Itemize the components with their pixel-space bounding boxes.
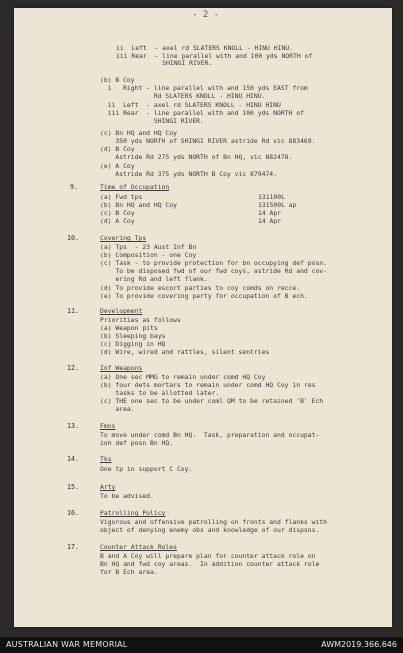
section-number: 9.	[70, 183, 78, 191]
time-value: 131100L	[258, 193, 285, 201]
text-line: (a) Weapon pits	[100, 324, 158, 332]
page-number: - 2 -	[192, 10, 220, 20]
section-number: 15.	[67, 483, 79, 491]
text-line: (a) One sec MMG to remain under comd HQ Coy	[100, 373, 266, 381]
text-line: SHINGI RIVER.	[116, 59, 213, 67]
text-line: (b) Sleeping bays	[100, 332, 166, 340]
text-line: (c) THE one sec to be under coml QM to be retained 'B' Ech	[100, 397, 324, 405]
archive-reference: AWM2019.366.646	[321, 640, 397, 649]
text-line: Bn HQ and fwd coy areas. In addition counter attack role	[100, 560, 320, 568]
text-line: To be advised.	[100, 492, 154, 500]
archive-footer	[0, 637, 403, 653]
text-line: (b) Composition - one Coy	[100, 251, 197, 259]
section-heading: Arty	[100, 483, 116, 491]
text-line: (a) Fwd tps	[100, 193, 143, 201]
text-line: ion def posn Bn HQ.	[100, 439, 174, 447]
document-page	[14, 8, 392, 627]
text-line: ii Left - axel rd SLATERS KNOLL - HINU HINU	[100, 101, 281, 109]
section-heading: Patrolling Policy	[100, 509, 166, 517]
text-line: (a) Tps - 23 Aust Inf Bn	[100, 243, 197, 251]
section-number: 16.	[67, 509, 79, 517]
section-number: 17.	[67, 543, 79, 551]
text-line: (d) A Coy	[100, 217, 135, 225]
text-line: (e) A Coy	[100, 162, 135, 170]
time-value: 14 Apr	[258, 217, 282, 225]
text-line: ii Left - axel rd SLATERS KNOLL - HINU HINU.	[116, 44, 293, 52]
text-line: (c) B Coy	[100, 209, 135, 217]
text-line: iii Rear - line parallel with and 100 yds NORTH of	[100, 109, 304, 117]
text-line: (d) Wire, wired and rattles, silent sentries	[100, 348, 270, 356]
section-heading: Fmns	[100, 422, 116, 430]
section-number: 13.	[67, 422, 79, 430]
text-line: i Right - line parallel with and 150 yds EAST from	[100, 84, 308, 92]
text-line: To be disposed fwd of our fwd coys, astride Rd and cov-	[100, 267, 328, 275]
section-heading: Development	[100, 307, 143, 315]
section-heading: Inf Weapons	[100, 364, 143, 372]
section-number: 12.	[67, 364, 79, 372]
text-line: (d) To provide escort parties to coy comds on recce.	[100, 284, 301, 292]
text-line: for B Ech area.	[100, 568, 158, 576]
section-heading: Covering Tps	[100, 234, 147, 242]
text-line: ering Rd and left flank.	[100, 275, 208, 283]
text-line: (b) four dets mortars to remain under comd HQ Coy in res	[100, 381, 316, 389]
text-line: (c) Bn HQ and HQ Coy	[100, 129, 177, 137]
time-value: 131500L ap	[258, 201, 297, 209]
text-line: Astride Rd 375 yds NORTH B Coy vic 879474.	[100, 170, 277, 178]
text-line: (d) B Coy	[100, 145, 135, 153]
section-number: 14.	[67, 455, 79, 463]
archive-name: AUSTRALIAN WAR MEMORIAL	[6, 640, 128, 649]
text-line: To move under comd Bn HQ. Task, preparation and occupat-	[100, 431, 320, 439]
text-line: tasks to be allotted later.	[100, 389, 220, 397]
text-line: (c) Task - to provide protection for bn occupying def posn.	[100, 259, 328, 267]
text-line: (c) Digging in HQ	[100, 340, 166, 348]
text-line: (e) To provide covering party for occupation of B ech.	[100, 292, 308, 300]
text-line: object of denying enemy obs and knowledge of our dispsns.	[100, 526, 320, 534]
section-heading: Tks	[100, 455, 112, 463]
text-line: One tp in support C Coy.	[100, 465, 193, 473]
text-line: Vigorous and offensive patrolling on fronts and flanks with	[100, 518, 328, 526]
text-line: iii Rear - line parallel with and 100 yds NORTH of	[116, 52, 313, 60]
text-line: Astride Rd 275 yds NORTH of Bn HQ, vic 882478.	[100, 153, 293, 161]
text-line: 350 yds NORTH of SHINGI RIVER astride Rd vic 883469.	[100, 137, 316, 145]
text-line: Priorities as follows	[100, 316, 181, 324]
text-line: SHINGI RIVER.	[100, 117, 204, 125]
section-heading: Time of Occupation	[100, 183, 170, 191]
text-line: Rd SLATERS KNOLL - HINU HINU.	[100, 92, 266, 100]
section-number: 10.	[67, 234, 79, 242]
text-line: area.	[100, 405, 135, 413]
text-line: (b) Bn HQ and HQ Coy	[100, 201, 177, 209]
section-number: 11.	[67, 307, 79, 315]
text-line: B and A Coy will prepare plan for counter attack role on	[100, 552, 316, 560]
time-value: 14 Apr	[258, 209, 282, 217]
section-heading: Counter Attack Roles	[100, 543, 177, 551]
text-line: (b) B Coy	[100, 76, 135, 84]
